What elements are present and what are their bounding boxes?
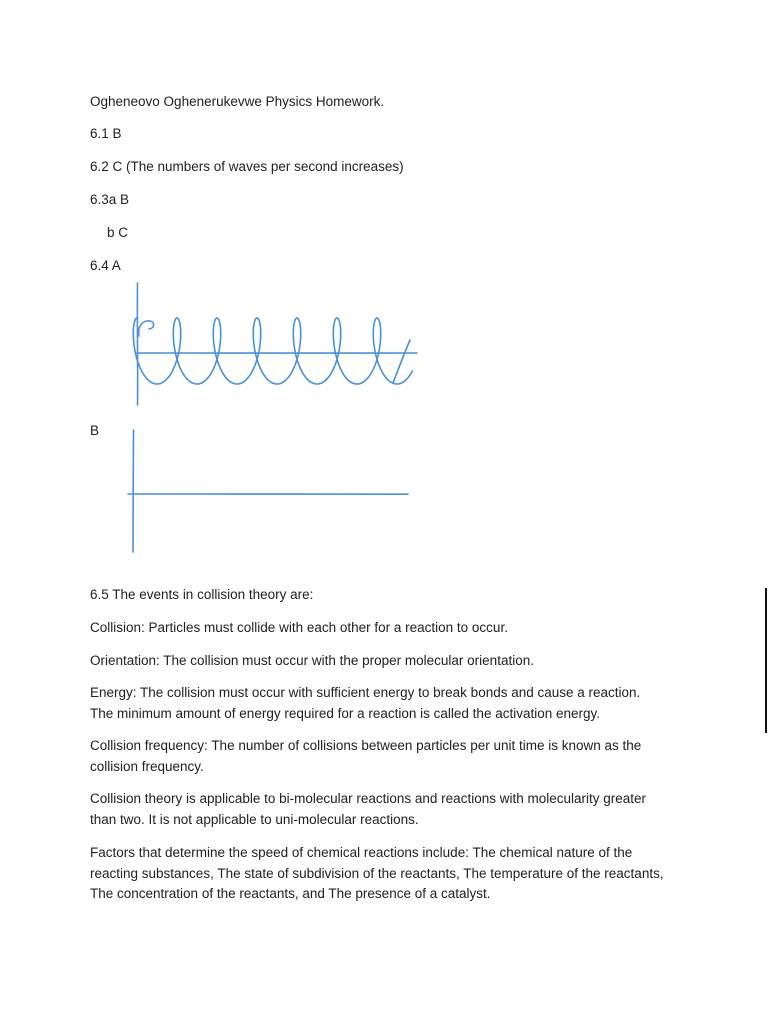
paragraph-orientation	[90, 651, 534, 672]
document-heading: Ogheneovo Oghenerukevwe Physics Homework.	[90, 94, 385, 109]
paragraph-line: than two. It is not applicable to uni-molecular reactions.	[90, 811, 419, 827]
answer-6-3b: b C	[107, 225, 129, 240]
sketch-6-4b-flat	[125, 425, 415, 557]
sketch-6-4a-wave	[125, 280, 425, 410]
paragraph-line: Collision: Particles must collide with each other for a reaction to occur.	[90, 620, 508, 635]
answer-6-1: 6.1 B	[90, 126, 122, 141]
answer-6-4b-label: B	[90, 423, 100, 438]
answer-6-3a: 6.3a B	[90, 192, 130, 207]
sketch-vertical-axis	[133, 430, 134, 552]
sketch-slash-stroke	[393, 340, 410, 383]
paragraph-line: Collision theory is applicable to bi-molecular reactions and reactions with molecularity greater	[90, 791, 647, 806]
paragraph-line: reacting substances, The state of subdivision of the reactants, The temperature of the reactants,	[90, 865, 664, 881]
paragraph-line: Orientation: The collision must occur with the proper molecular orientation.	[90, 653, 534, 668]
sketch-wave-scribble	[133, 318, 412, 384]
paragraph-line: Energy: The collision must occur with sufficient energy to break bonds and cause a reaction.	[90, 685, 641, 700]
paragraph-line: The concentration of the reactants, and The presence of a catalyst.	[90, 886, 491, 901]
paragraph-line: The minimum amount of energy required for a reaction is called the activation energy.	[90, 705, 601, 721]
page-edge-line	[765, 588, 767, 733]
paragraph-line: Factors that determine the speed of chemical reactions include: The chemical nature of the	[90, 845, 633, 860]
sketch-start-hook	[139, 321, 154, 336]
paragraph-energy	[90, 683, 640, 724]
paragraph-collision-frequency	[90, 736, 641, 777]
paragraph-factors	[90, 843, 664, 905]
section-6-5-intro: 6.5 The events in collision theory are:	[90, 587, 314, 602]
paragraph-line: Collision frequency: The number of collisions between particles per unit time is known as the	[90, 738, 642, 753]
answer-6-4a-label: 6.4 A	[90, 258, 121, 273]
paragraph-collision	[90, 618, 508, 639]
answer-6-2: 6.2 C (The numbers of waves per second increases)	[90, 159, 404, 174]
paragraph-applicability	[90, 789, 646, 830]
paragraph-line: collision frequency.	[90, 758, 204, 774]
